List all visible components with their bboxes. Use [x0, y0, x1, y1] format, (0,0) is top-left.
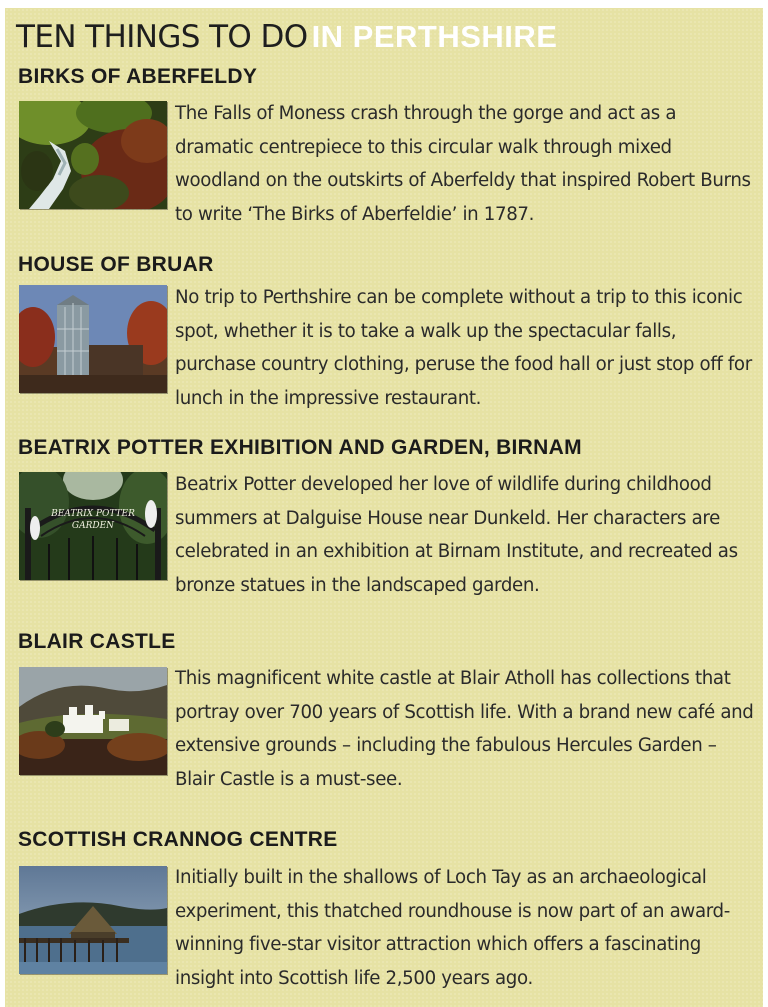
section-heading: SCOTTISH CRANNOG CENTRE	[18, 828, 338, 851]
photo-birks-of-aberfeldy	[19, 101, 167, 209]
section-heading: BEATRIX POTTER EXHIBITION AND GARDEN, BIRNAM	[18, 436, 582, 459]
castle-landscape-image	[19, 667, 167, 775]
sign-text-line2: GARDEN	[71, 521, 115, 531]
waterfall-gorge-image	[19, 101, 167, 209]
section-body: The Falls of Moness crash through the gorge and act as a dramatic centrepiece to this circular walk through mixed woodland on the outskirts of Aberfeldy that inspired Robert Burns to write ‘The Birks of Aberfeldie’ in 1787.	[175, 103, 751, 225]
photo-crannog	[19, 866, 167, 974]
page-title	[16, 18, 557, 56]
photo-blair-castle	[19, 667, 167, 775]
glass-building-image	[19, 285, 167, 393]
section-heading: BLAIR CASTLE	[18, 630, 176, 653]
roundhouse-on-loch-image	[19, 866, 167, 974]
magazine-page	[5, 8, 763, 1007]
section-heading: BIRKS OF ABERFELDY	[18, 65, 258, 88]
title-text: TEN THINGS TO DO	[16, 19, 308, 55]
photo-beatrix-potter-garden	[19, 472, 167, 580]
garden-sign-image	[19, 472, 167, 580]
sign-text-line1: BEATRIX POTTER	[51, 509, 135, 519]
section-body: No trip to Perthshire can be complete without a trip to this iconic spot, whether it is to take a walk up the spectacular falls, purchase country clothing, peruse the food hall or just stop off for lunch in the impressive restaurant.	[175, 287, 752, 409]
section-heading: HOUSE OF BRUAR	[18, 253, 214, 276]
section-body: This magnificent white castle at Blair Atholl has collections that portray over 700 years of Scottish life. With a brand new café and extensive grounds – including the fabulous Hercules Garden – Blair Castle is a must-see.	[175, 668, 754, 790]
photo-house-of-bruar	[19, 285, 167, 393]
section-body: Initially built in the shallows of Loch Tay as an archaeological experiment, this thatched roundhouse is now part of an award-winning five-star visitor attraction which offers a fascinating insight into Scottish life 2,500 years ago.	[175, 867, 730, 989]
title-highlight: IN PERTHSHIRE	[311, 19, 558, 54]
section-body: Beatrix Potter developed her love of wildlife during childhood summers at Dalguise House near Dunkeld. Her characters are celebrated in an exhibition at Birnam Institute, and recreated as bronze statues in the landscaped garden.	[175, 474, 738, 596]
